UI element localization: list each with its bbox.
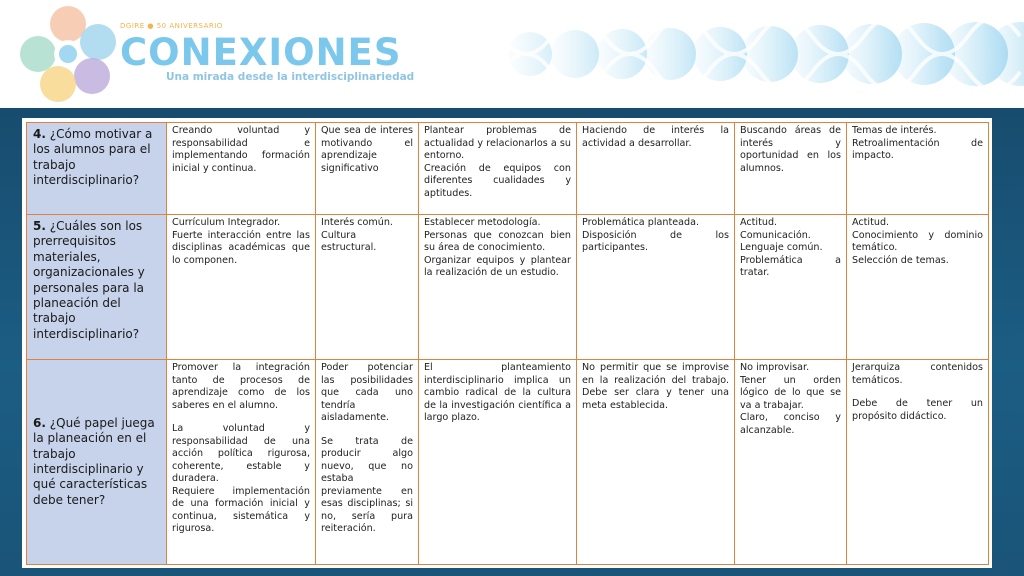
table-row [27,123,989,215]
answer-cell [316,123,419,215]
question-text: ¿Cómo motivar a los alumnos para el trabajo interdisciplinario? [33,127,153,188]
answer-text: Lenguaje común. [740,242,823,253]
answer-text: Requiere implementación de una formación inicial y continua, sistemática y rigurosa. [172,485,310,534]
answer-cell [847,360,989,565]
answer-text: Poder potenciar las posibilidades que cada uno tendría aisladamente. [321,362,413,423]
answer-cell [316,215,419,360]
answer-text: Promover la integración tanto de procesos de aprendizaje como de los saberes en el alumno. [172,362,310,411]
answer-cell [419,215,577,360]
brand-subtitle: Una mirada desde la interdisciplinariedad [166,71,415,83]
brand [120,22,414,83]
answer-cell [419,360,577,565]
decorative-pattern-icon [500,6,1024,101]
answer-text: Selección de temas. [852,254,949,266]
answer-text: Problemática planteada. [582,217,700,228]
answer-text: Disposición de los participantes. [582,229,729,253]
answer-cell [735,360,847,565]
answer-text: Actitud. [852,217,890,228]
answer-text: Cultura estructural. [321,229,377,253]
table-row [27,215,989,360]
table-row [27,360,989,565]
answer-text: Actitud. [740,217,778,228]
answer-text: Buscando áreas de interés y oportunidad en los alumnos. [740,125,841,174]
answer-text: Haciendo de interés la actividad a desarrollar. [582,125,729,149]
answer-text: Currículum Integrador. [172,217,281,228]
answer-cell [577,215,735,360]
answer-text: Interés común. [321,217,393,228]
answer-cell [847,215,989,360]
planning-table [26,122,989,565]
answer-text: Jerarquiza contenidos temáticos. [852,362,983,386]
answer-text: Debe de tener un propósito didáctico. [852,398,983,422]
brand-title: CONEXIONES [120,31,402,74]
header-banner [0,0,1024,108]
answer-cell [167,360,316,565]
answer-text: No permitir que se improvise en la realización del trabajo. Debe ser clara y tener una meta establecida. [582,362,729,411]
question-text: ¿Qué papel juega la planeación en el trabajo interdisciplinario y qué características debe tener? [33,415,155,507]
answer-text: Conocimiento y dominio temático. [852,229,983,253]
answer-text: Creación de equipos con diferentes cualidades y aptitudes. [424,162,571,199]
answer-text: No improvisar. [740,362,810,373]
question-cell [27,215,167,360]
answer-cell [419,123,577,215]
answer-text: Retroalimentación de impacto. [852,137,983,161]
answer-text: Problemática a tratar. [740,254,841,278]
answer-text: Organizar equipos y plantear la realización de un estudio. [424,254,571,278]
answer-text: Establecer metodología. [424,217,541,228]
answer-text: Temas de interés. [852,125,937,136]
answer-text: Personas que conozcan bien su área de conocimiento. [424,229,571,253]
answer-cell [847,123,989,215]
question-cell [27,123,167,215]
spacer [321,425,413,436]
answer-cell [577,123,735,215]
answer-text: Creando voluntad y responsabilidad e implementando formación inicial y continua. [172,125,310,174]
spacer [172,412,310,423]
answer-cell [316,360,419,565]
answer-text: Comunicación. [740,229,811,241]
question-number: 5. [33,219,46,233]
question-number: 4. [33,127,46,141]
question-cell [27,360,167,565]
answer-text: El planteamiento interdisciplinario implica un cambio radical de la cultura de la investigación científica a largo plazo. [424,362,571,423]
answer-cell [735,215,847,360]
answer-text: Plantear problemas de actualidad y relacionarlos a su entorno. [424,125,571,161]
answer-text: Claro, conciso y alcanzable. [740,412,841,436]
answer-text: Que sea de interes motivando el aprendizaje significativo [321,125,413,174]
answer-cell [167,215,316,360]
table-container [22,118,992,568]
answer-text: Se trata de producir algo nuevo, que no estaba previamente en esas disciplinas; si no, sería pura reiteración. [321,435,413,534]
answer-text: La voluntad y responsabilidad de una acción política rigurosa, coherente, estable y duradera. [172,423,310,484]
question-number: 6. [33,415,46,430]
content-panel [0,108,1024,576]
brand-superline: DGIRE ● 50 ANIVERSARIO [120,22,223,30]
answer-cell [577,360,735,565]
answer-cell [735,123,847,215]
spacer [852,387,983,398]
answer-cell [167,123,316,215]
question-text: ¿Cuáles son los prerrequisitos materiales, organizacionales y personales para la planeación del trabajo interdisciplinario? [33,219,145,341]
answer-text: Tener un orden lógico de lo que se va a trabajar. [740,374,841,411]
answer-text: Fuerte interacción entre las disciplinas académicas que lo componen. [172,229,310,266]
conexiones-logo-icon [18,4,118,104]
